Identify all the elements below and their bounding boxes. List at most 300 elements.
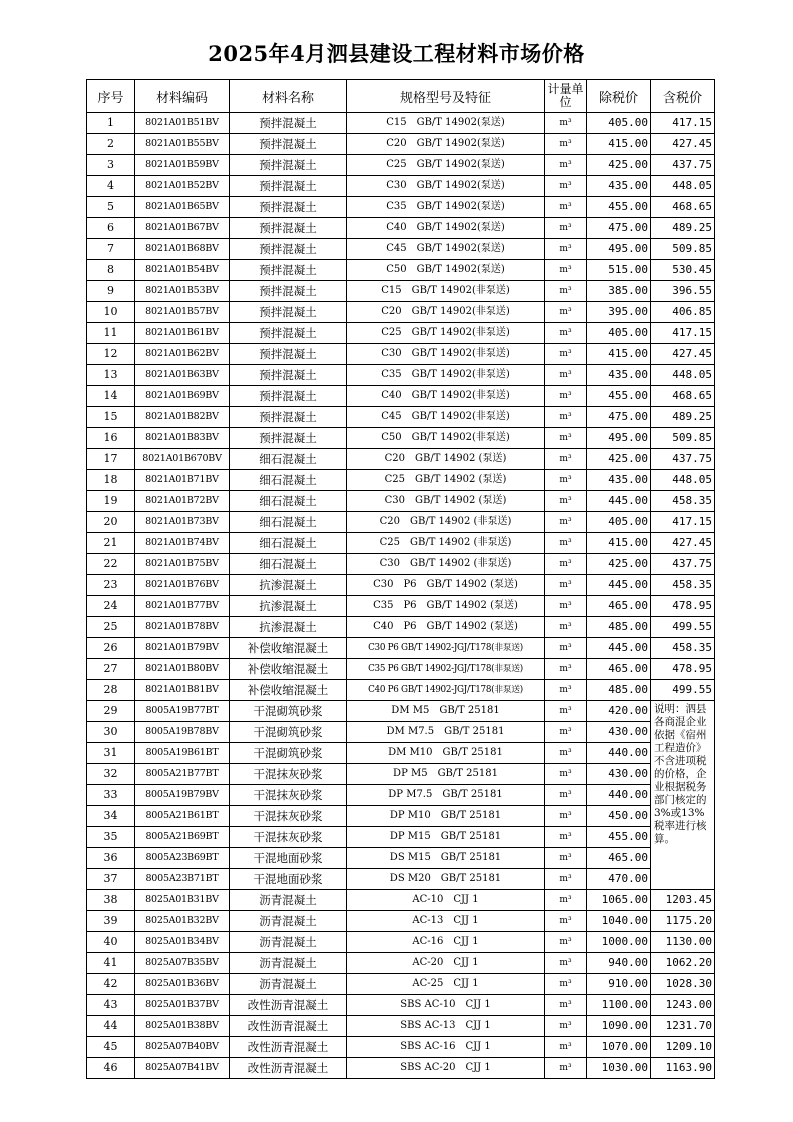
row-spec: C25 GB/T 14902 (非泵送)	[347, 533, 545, 554]
row-no: 20	[87, 512, 135, 533]
row-no: 23	[87, 575, 135, 596]
row-price-ex-tax: 465.00	[587, 659, 651, 680]
table-row	[87, 260, 715, 281]
table-row	[87, 554, 715, 575]
row-no: 14	[87, 386, 135, 407]
row-no: 28	[87, 680, 135, 701]
row-no: 34	[87, 806, 135, 827]
row-spec: AC-13 CJJ 1	[347, 911, 545, 932]
row-unit: m³	[545, 974, 587, 995]
row-price-inc-tax: 478.95	[651, 596, 715, 617]
row-code: 8021A01B81BV	[135, 680, 230, 701]
row-price-ex-tax: 1000.00	[587, 932, 651, 953]
row-spec: SBS AC-13 CJJ 1	[347, 1016, 545, 1037]
table-row	[87, 995, 715, 1016]
row-name: 预拌混凝土	[230, 239, 347, 260]
row-spec: SBS AC-20 CJJ 1	[347, 1058, 545, 1079]
row-spec: C40 P6 GB/T 14902 (泵送)	[347, 617, 545, 638]
row-unit: m³	[545, 113, 587, 134]
row-name: 干混砌筑砂浆	[230, 701, 347, 722]
table-row	[87, 134, 715, 155]
table-row	[87, 113, 715, 134]
row-spec: C25 GB/T 14902 (泵送)	[347, 470, 545, 491]
row-unit: m³	[545, 281, 587, 302]
row-name: 干混地面砂浆	[230, 848, 347, 869]
row-code: 8021A01B82BV	[135, 407, 230, 428]
row-no: 1	[87, 113, 135, 134]
row-price-ex-tax: 435.00	[587, 176, 651, 197]
row-no: 22	[87, 554, 135, 575]
table-row	[87, 239, 715, 260]
table-row	[87, 764, 715, 785]
row-price-ex-tax: 415.00	[587, 134, 651, 155]
table-row	[87, 365, 715, 386]
row-code: 8005A19B61BT	[135, 743, 230, 764]
row-spec: C30 GB/T 14902 (非泵送)	[347, 554, 545, 575]
row-spec: C30 GB/T 14902(非泵送)	[347, 344, 545, 365]
table-row	[87, 512, 715, 533]
row-code: 8021A01B51BV	[135, 113, 230, 134]
row-price-inc-tax: 509.85	[651, 239, 715, 260]
row-price-ex-tax: 435.00	[587, 470, 651, 491]
row-name: 细石混凝土	[230, 512, 347, 533]
row-price-inc-tax: 396.55	[651, 281, 715, 302]
row-code: 8021A01B76BV	[135, 575, 230, 596]
table-row	[87, 575, 715, 596]
table-row	[87, 176, 715, 197]
row-price-inc-tax: 437.75	[651, 155, 715, 176]
row-name: 预拌混凝土	[230, 281, 347, 302]
row-spec: C35 GB/T 14902(非泵送)	[347, 365, 545, 386]
row-price-inc-tax: 499.55	[651, 617, 715, 638]
row-price-ex-tax: 1100.00	[587, 995, 651, 1016]
row-no: 45	[87, 1037, 135, 1058]
row-price-ex-tax: 910.00	[587, 974, 651, 995]
row-price-ex-tax: 940.00	[587, 953, 651, 974]
row-spec: C35 P6 GB/T 14902-JGJ/T178(非泵送)	[347, 659, 545, 680]
row-price-ex-tax: 1070.00	[587, 1037, 651, 1058]
row-no: 18	[87, 470, 135, 491]
row-price-inc-tax: 1130.00	[651, 932, 715, 953]
row-spec: C20 GB/T 14902 (非泵送)	[347, 512, 545, 533]
row-spec: C25 GB/T 14902(非泵送)	[347, 323, 545, 344]
row-name: 干混抹灰砂浆	[230, 764, 347, 785]
row-spec: C35 GB/T 14902(泵送)	[347, 197, 545, 218]
row-spec: SBS AC-10 CJJ 1	[347, 995, 545, 1016]
row-unit: m³	[545, 869, 587, 890]
row-spec: DP M7.5 GB/T 25181	[347, 785, 545, 806]
row-price-inc-tax: 437.75	[651, 449, 715, 470]
row-unit: m³	[545, 533, 587, 554]
row-unit: m³	[545, 680, 587, 701]
row-no: 7	[87, 239, 135, 260]
row-spec: DP M5 GB/T 25181	[347, 764, 545, 785]
row-unit: m³	[545, 617, 587, 638]
row-name: 预拌混凝土	[230, 302, 347, 323]
row-price-inc-tax: 1231.70	[651, 1016, 715, 1037]
row-name: 沥青混凝土	[230, 974, 347, 995]
row-spec: AC-20 CJJ 1	[347, 953, 545, 974]
header-no: 序号	[87, 80, 135, 113]
row-spec: AC-16 CJJ 1	[347, 932, 545, 953]
row-spec: SBS AC-16 CJJ 1	[347, 1037, 545, 1058]
table-row	[87, 491, 715, 512]
row-code: 8021A01B73BV	[135, 512, 230, 533]
table-row	[87, 722, 715, 743]
row-name: 抗渗混凝土	[230, 617, 347, 638]
row-no: 40	[87, 932, 135, 953]
row-price-inc-tax: 417.15	[651, 512, 715, 533]
row-price-inc-tax: 499.55	[651, 680, 715, 701]
row-price-inc-tax: 489.25	[651, 218, 715, 239]
row-no: 31	[87, 743, 135, 764]
table-row	[87, 428, 715, 449]
table-row	[87, 470, 715, 491]
row-price-ex-tax: 1030.00	[587, 1058, 651, 1079]
row-name: 改性沥青混凝土	[230, 1016, 347, 1037]
row-spec: C50 GB/T 14902(泵送)	[347, 260, 545, 281]
row-price-ex-tax: 1090.00	[587, 1016, 651, 1037]
row-spec: DS M15 GB/T 25181	[347, 848, 545, 869]
row-spec: C15 GB/T 14902(非泵送)	[347, 281, 545, 302]
row-code: 8005A21B69BT	[135, 827, 230, 848]
row-unit: m³	[545, 365, 587, 386]
row-spec: DS M20 GB/T 25181	[347, 869, 545, 890]
row-unit: m³	[545, 554, 587, 575]
row-spec: AC-25 CJJ 1	[347, 974, 545, 995]
row-no: 26	[87, 638, 135, 659]
row-code: 8021A01B83BV	[135, 428, 230, 449]
table-row	[87, 302, 715, 323]
row-price-ex-tax: 445.00	[587, 491, 651, 512]
table-row	[87, 701, 715, 722]
header-code: 材料编码	[135, 80, 230, 113]
row-price-inc-tax: 406.85	[651, 302, 715, 323]
row-code: 8025A07B41BV	[135, 1058, 230, 1079]
row-name: 预拌混凝土	[230, 365, 347, 386]
row-price-ex-tax: 405.00	[587, 512, 651, 533]
row-price-ex-tax: 415.00	[587, 533, 651, 554]
row-no: 8	[87, 260, 135, 281]
row-name: 沥青混凝土	[230, 890, 347, 911]
row-name: 预拌混凝土	[230, 197, 347, 218]
header-name: 材料名称	[230, 80, 347, 113]
row-price-inc-tax: 1175.20	[651, 911, 715, 932]
row-no: 35	[87, 827, 135, 848]
row-no: 27	[87, 659, 135, 680]
row-code: 8021A01B59BV	[135, 155, 230, 176]
row-unit: m³	[545, 386, 587, 407]
row-code: 8021A01B77BV	[135, 596, 230, 617]
row-code: 8021A01B670BV	[135, 449, 230, 470]
row-code: 8021A01B80BV	[135, 659, 230, 680]
row-name: 抗渗混凝土	[230, 596, 347, 617]
row-no: 12	[87, 344, 135, 365]
row-spec: C30 GB/T 14902 (泵送)	[347, 491, 545, 512]
row-spec: DM M7.5 GB/T 25181	[347, 722, 545, 743]
row-spec: C15 GB/T 14902(泵送)	[347, 113, 545, 134]
row-price-inc-tax: 417.15	[651, 323, 715, 344]
table-row	[87, 743, 715, 764]
row-spec: C30 P6 GB/T 14902-JGJ/T178(非泵送)	[347, 638, 545, 659]
row-unit: m³	[545, 785, 587, 806]
row-code: 8021A01B62BV	[135, 344, 230, 365]
price-table	[86, 79, 715, 1079]
row-unit: m³	[545, 239, 587, 260]
row-unit: m³	[545, 407, 587, 428]
row-no: 3	[87, 155, 135, 176]
row-spec: C40 GB/T 14902(非泵送)	[347, 386, 545, 407]
row-unit: m³	[545, 470, 587, 491]
table-row	[87, 953, 715, 974]
row-code: 8021A01B71BV	[135, 470, 230, 491]
row-name: 预拌混凝土	[230, 155, 347, 176]
row-name: 预拌混凝土	[230, 428, 347, 449]
row-no: 44	[87, 1016, 135, 1037]
table-row	[87, 197, 715, 218]
row-unit: m³	[545, 659, 587, 680]
row-unit: m³	[545, 701, 587, 722]
table-row	[87, 596, 715, 617]
row-code: 8021A01B53BV	[135, 281, 230, 302]
row-price-inc-tax: 448.05	[651, 470, 715, 491]
row-name: 细石混凝土	[230, 533, 347, 554]
row-code: 8005A21B61BT	[135, 806, 230, 827]
row-code: 8005A19B79BV	[135, 785, 230, 806]
row-price-inc-tax: 437.75	[651, 554, 715, 575]
row-code: 8025A01B36BV	[135, 974, 230, 995]
row-code: 8021A01B78BV	[135, 617, 230, 638]
table-row	[87, 869, 715, 890]
row-unit: m³	[545, 302, 587, 323]
row-no: 21	[87, 533, 135, 554]
row-unit: m³	[545, 344, 587, 365]
row-price-ex-tax: 425.00	[587, 554, 651, 575]
row-no: 24	[87, 596, 135, 617]
row-unit: m³	[545, 1016, 587, 1037]
tax-note: 说明：泗县各商混企业依据《宿州工程造价》不含进项税的价格，企业根据税务部门核定的3%或13%税率进行核算。	[651, 701, 715, 890]
row-price-inc-tax: 458.35	[651, 638, 715, 659]
row-price-ex-tax: 450.00	[587, 806, 651, 827]
row-unit: m³	[545, 323, 587, 344]
table-row	[87, 407, 715, 428]
row-name: 干混砌筑砂浆	[230, 743, 347, 764]
table-row	[87, 890, 715, 911]
row-unit: m³	[545, 827, 587, 848]
row-price-inc-tax: 417.15	[651, 113, 715, 134]
table-row	[87, 1016, 715, 1037]
row-unit: m³	[545, 722, 587, 743]
row-unit: m³	[545, 218, 587, 239]
row-name: 预拌混凝土	[230, 386, 347, 407]
row-unit: m³	[545, 197, 587, 218]
row-no: 41	[87, 953, 135, 974]
row-unit: m³	[545, 260, 587, 281]
row-code: 8025A07B40BV	[135, 1037, 230, 1058]
row-code: 8005A23B69BT	[135, 848, 230, 869]
row-unit: m³	[545, 911, 587, 932]
row-no: 19	[87, 491, 135, 512]
row-price-ex-tax: 395.00	[587, 302, 651, 323]
row-code: 8021A01B68BV	[135, 239, 230, 260]
table-row	[87, 533, 715, 554]
row-code: 8021A01B65BV	[135, 197, 230, 218]
row-price-ex-tax: 425.00	[587, 155, 651, 176]
row-unit: m³	[545, 638, 587, 659]
table-row	[87, 1058, 715, 1079]
row-name: 细石混凝土	[230, 449, 347, 470]
row-price-ex-tax: 405.00	[587, 113, 651, 134]
row-no: 29	[87, 701, 135, 722]
row-price-ex-tax: 1065.00	[587, 890, 651, 911]
row-name: 干混砌筑砂浆	[230, 722, 347, 743]
table-row	[87, 449, 715, 470]
row-code: 8025A01B32BV	[135, 911, 230, 932]
row-unit: m³	[545, 743, 587, 764]
row-no: 11	[87, 323, 135, 344]
row-name: 预拌混凝土	[230, 134, 347, 155]
row-price-inc-tax: 489.25	[651, 407, 715, 428]
row-unit: m³	[545, 449, 587, 470]
row-price-ex-tax: 485.00	[587, 680, 651, 701]
row-price-ex-tax: 495.00	[587, 239, 651, 260]
row-code: 8021A01B57BV	[135, 302, 230, 323]
row-price-ex-tax: 445.00	[587, 575, 651, 596]
row-code: 8025A01B37BV	[135, 995, 230, 1016]
row-unit: m³	[545, 491, 587, 512]
row-unit: m³	[545, 995, 587, 1016]
row-name: 细石混凝土	[230, 470, 347, 491]
row-name: 补偿收缩混凝土	[230, 638, 347, 659]
header-price-inc-tax: 含税价	[651, 80, 715, 113]
row-price-inc-tax: 530.45	[651, 260, 715, 281]
row-no: 9	[87, 281, 135, 302]
row-price-ex-tax: 515.00	[587, 260, 651, 281]
row-unit: m³	[545, 596, 587, 617]
row-price-inc-tax: 1203.45	[651, 890, 715, 911]
row-spec: C35 P6 GB/T 14902 (泵送)	[347, 596, 545, 617]
row-price-ex-tax: 435.00	[587, 365, 651, 386]
row-price-ex-tax: 465.00	[587, 848, 651, 869]
row-name: 预拌混凝土	[230, 218, 347, 239]
table-body	[87, 113, 715, 1079]
row-name: 改性沥青混凝土	[230, 1037, 347, 1058]
row-price-ex-tax: 485.00	[587, 617, 651, 638]
header-unit: 计量单位	[545, 80, 587, 113]
row-price-inc-tax: 448.05	[651, 365, 715, 386]
row-no: 15	[87, 407, 135, 428]
row-no: 13	[87, 365, 135, 386]
row-code: 8021A01B61BV	[135, 323, 230, 344]
row-code: 8005A23B71BT	[135, 869, 230, 890]
row-price-ex-tax: 430.00	[587, 722, 651, 743]
row-code: 8021A01B52BV	[135, 176, 230, 197]
row-spec: C45 GB/T 14902(非泵送)	[347, 407, 545, 428]
row-unit: m³	[545, 134, 587, 155]
row-unit: m³	[545, 890, 587, 911]
row-name: 补偿收缩混凝土	[230, 659, 347, 680]
row-code: 8021A01B63BV	[135, 365, 230, 386]
header-price-ex-tax: 除税价	[587, 80, 651, 113]
row-price-inc-tax: 468.65	[651, 386, 715, 407]
row-name: 改性沥青混凝土	[230, 1058, 347, 1079]
row-spec: DP M15 GB/T 25181	[347, 827, 545, 848]
row-code: 8021A01B75BV	[135, 554, 230, 575]
row-price-ex-tax: 405.00	[587, 323, 651, 344]
row-name: 干混地面砂浆	[230, 869, 347, 890]
row-name: 预拌混凝土	[230, 323, 347, 344]
row-no: 42	[87, 974, 135, 995]
row-no: 39	[87, 911, 135, 932]
row-price-inc-tax: 458.35	[651, 575, 715, 596]
row-name: 沥青混凝土	[230, 911, 347, 932]
table-row	[87, 281, 715, 302]
row-spec: AC-10 CJJ 1	[347, 890, 545, 911]
row-price-ex-tax: 445.00	[587, 638, 651, 659]
row-code: 8025A01B31BV	[135, 890, 230, 911]
row-spec: C30 P6 GB/T 14902 (泵送)	[347, 575, 545, 596]
row-unit: m³	[545, 176, 587, 197]
row-price-inc-tax: 427.45	[651, 134, 715, 155]
row-price-ex-tax: 465.00	[587, 596, 651, 617]
row-code: 8025A07B35BV	[135, 953, 230, 974]
row-price-ex-tax: 475.00	[587, 407, 651, 428]
row-spec: DP M10 GB/T 25181	[347, 806, 545, 827]
table-row	[87, 659, 715, 680]
row-spec: C45 GB/T 14902(泵送)	[347, 239, 545, 260]
row-spec: DM M10 GB/T 25181	[347, 743, 545, 764]
row-unit: m³	[545, 1058, 587, 1079]
row-code: 8021A01B79BV	[135, 638, 230, 659]
row-unit: m³	[545, 932, 587, 953]
row-price-inc-tax: 478.95	[651, 659, 715, 680]
row-unit: m³	[545, 428, 587, 449]
row-name: 预拌混凝土	[230, 407, 347, 428]
row-no: 36	[87, 848, 135, 869]
row-price-ex-tax: 425.00	[587, 449, 651, 470]
row-name: 干混抹灰砂浆	[230, 806, 347, 827]
row-unit: m³	[545, 848, 587, 869]
row-name: 预拌混凝土	[230, 113, 347, 134]
row-no: 25	[87, 617, 135, 638]
row-name: 沥青混凝土	[230, 932, 347, 953]
row-price-ex-tax: 455.00	[587, 386, 651, 407]
row-unit: m³	[545, 155, 587, 176]
row-price-inc-tax: 468.65	[651, 197, 715, 218]
row-spec: DM M5 GB/T 25181	[347, 701, 545, 722]
row-price-ex-tax: 495.00	[587, 428, 651, 449]
table-row	[87, 806, 715, 827]
row-spec: C20 GB/T 14902 (泵送)	[347, 449, 545, 470]
row-price-inc-tax: 1209.10	[651, 1037, 715, 1058]
row-unit: m³	[545, 575, 587, 596]
table-row	[87, 848, 715, 869]
table-row	[87, 911, 715, 932]
table-row	[87, 827, 715, 848]
row-no: 37	[87, 869, 135, 890]
table-row	[87, 974, 715, 995]
row-price-inc-tax: 1163.90	[651, 1058, 715, 1079]
row-unit: m³	[545, 806, 587, 827]
row-spec: C30 GB/T 14902(泵送)	[347, 176, 545, 197]
row-no: 10	[87, 302, 135, 323]
row-name: 补偿收缩混凝土	[230, 680, 347, 701]
row-price-inc-tax: 427.45	[651, 344, 715, 365]
row-price-inc-tax: 458.35	[651, 491, 715, 512]
row-code: 8005A19B78BV	[135, 722, 230, 743]
row-code: 8021A01B54BV	[135, 260, 230, 281]
row-name: 细石混凝土	[230, 554, 347, 575]
